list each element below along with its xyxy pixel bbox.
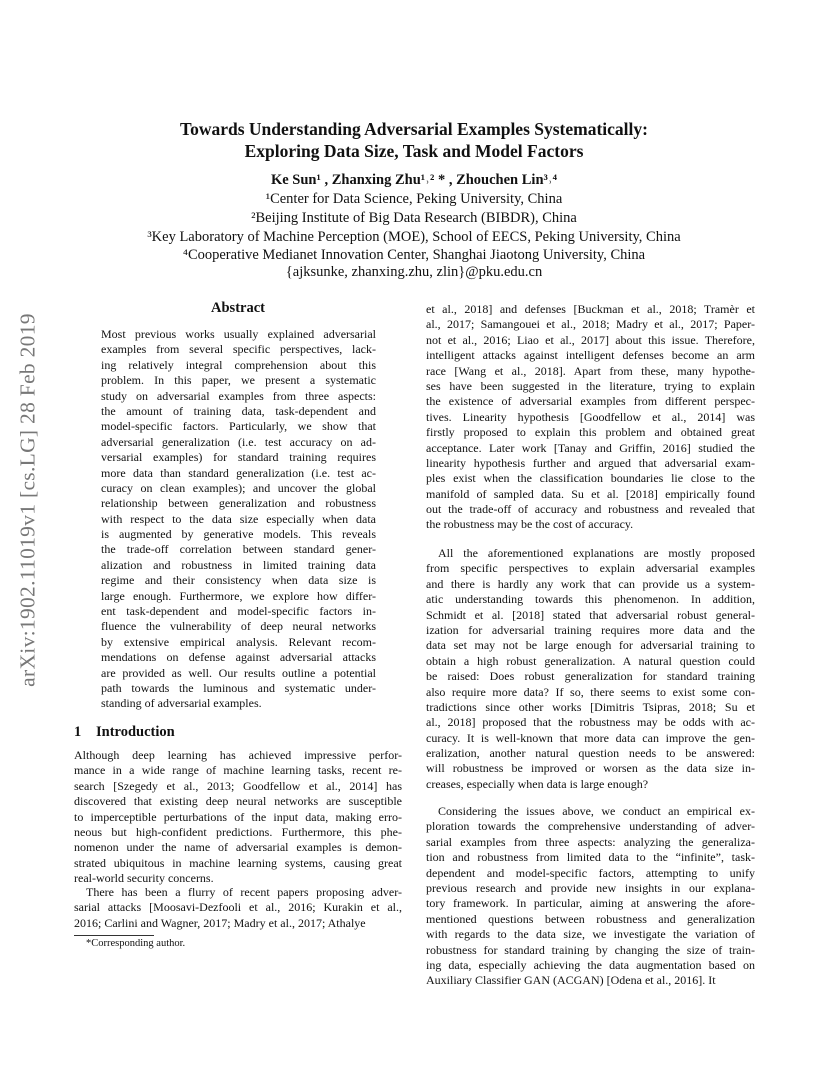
text-line: from specific perspectives to explain adversarial examples (426, 561, 755, 576)
text-line: Considering the issues above, we conduct an empirical ex- (438, 804, 755, 818)
text-line: are provided as well. Our results outline a potential (101, 665, 376, 680)
text-line: neous but high-confident predictions. Furthermore, this phe- (74, 824, 402, 839)
text-line: the trade-off correlation between standard gener- (101, 542, 376, 557)
affiliation-1: ¹Center for Data Science, Peking University, China (265, 191, 563, 207)
text-line: All the aforementioned explanations are mostly proposed (438, 546, 755, 560)
text-line: versarial examples) for standard training requires (101, 450, 376, 465)
text-line: ses have been suggested in the literature, trying to explain (426, 378, 755, 393)
text-line: relationship between generalization and robustness (101, 496, 376, 511)
text-line: ization for adversarial training requires more data and the (426, 622, 755, 637)
affiliation-3: ³Key Laboratory of Machine Perception (MOE), School of EECS, Peking University, China (147, 229, 681, 245)
text-line: study on adversarial examples from three aspects: (101, 388, 376, 403)
text-line: al., 2018] proposed that the robustness may be odds with ac- (426, 715, 755, 730)
text-line: mendations on defense against adversarial attacks (101, 650, 376, 665)
text-line: the amount of training data, task-dependent and (101, 403, 376, 418)
section-number: 1 (74, 724, 82, 740)
text-line: alization and robustness in limited training data (101, 557, 376, 572)
text-line: not et al., 2016; Liao et al., 2017] about this issue. Therefore, (426, 332, 755, 347)
text-line: al., 2017; Samangouei et al., 2018; Madry et al., 2017; Paper- (426, 317, 755, 332)
intro-paragraph-2 (74, 885, 402, 931)
text-line: Although deep learning has achieved impressive perfor- (74, 748, 402, 762)
arxiv-identifier: arXiv:1902.11019v1 [cs.LG] 28 Feb 2019 (15, 313, 40, 687)
text-line: problem. In this paper, we present a systematic (101, 373, 376, 388)
section-heading (74, 724, 175, 741)
text-line: with respect to the data size especially when data (101, 511, 376, 526)
text-line: linearity hypothesis further and argued that adversarial exam- (426, 455, 755, 470)
right-paragraph-3 (426, 804, 755, 989)
text-line: creases, especially when data is large enough? (426, 776, 649, 791)
text-line: eralization, another natural question needs to be answered: (426, 746, 755, 761)
text-line: sarial examples from three aspects: analyzing the generaliza- (426, 834, 755, 849)
text-line: to imperceptible perturbations of the input data, making erro- (74, 809, 402, 824)
text-line: regime and their consistency when data size is (101, 573, 376, 588)
arxiv-sidebar-stamp (8, 290, 48, 710)
text-line: Auxiliary Classifier GAN (ACGAN) [Odena et al., 2016]. It (426, 973, 716, 988)
text-line: mance in a wide range of machine learning tasks, recent re- (74, 763, 402, 778)
text-line: out the trade-off of accuracy and robustness and revealed that (426, 502, 755, 517)
right-paragraph-1 (426, 302, 755, 533)
text-line: standing of adversarial examples. (101, 696, 262, 711)
section-title: Introduction (96, 724, 175, 740)
text-line: curacy. It is well-known that more data can improve the gen- (426, 730, 755, 745)
text-line: ent task-dependent and model-specific factors in- (101, 604, 376, 619)
text-line: sarial attacks [Moosavi-Dezfooli et al., 2016; Kurakin et al., (74, 900, 402, 915)
text-line: et al., 2018] and defenses [Buckman et al., 2018; Tramèr et (426, 302, 755, 316)
footnote-divider (74, 935, 154, 936)
text-line: ing relatively integral comprehension about this (101, 357, 376, 372)
text-line: obtain a high robust generalization. A natural question could (426, 653, 755, 668)
text-line: firstly proposed to explain this problem and obtained great (426, 425, 755, 440)
author-emails: {ajksunke, zhanxing.zhu, zlin}@pku.edu.cn (285, 264, 543, 280)
text-line: the existence of adversarial examples from different perspec- (426, 394, 755, 409)
text-line: mentioned questions between robustness and generalization (426, 911, 755, 926)
text-line: large enough. Furthermore, we explore how differ- (101, 588, 376, 603)
text-line: more data than standard generalization (i.e. test ac- (101, 465, 376, 480)
text-line: nomenon under the name of adversarial examples is demon- (74, 840, 402, 855)
text-line: Schmidt et al. [2018] stated that adversarial robust general- (426, 607, 755, 622)
text-line: acceptance. Later work [Tanay and Griffin, 2016] studied the (426, 440, 755, 455)
text-line: with regards to the data size, we investigate the variation of (426, 927, 755, 942)
paper-title (0, 118, 828, 162)
title-line-1: Towards Understanding Adversarial Examples Systematically: (180, 119, 648, 139)
text-line: 2016; Carlini and Wagner, 2017; Madry et al., 2017; Athalye (74, 915, 366, 930)
text-line: discovered that existing deep neural networks are susceptible (74, 794, 402, 809)
text-line: by extensive empirical analysis. Relevant recom- (101, 634, 376, 649)
text-line: be raised: Does robust generalization for standard training (426, 669, 755, 684)
text-line: path towards the luminous and systematic under- (101, 680, 376, 695)
text-line: dependent and model-specific factors, attempting to unify (426, 865, 755, 880)
author-list: Ke Sun¹ , Zhanxing Zhu¹˒² * , Zhouchen Lin³˒⁴ (270, 172, 558, 188)
text-line: robustness for standard training by changing the size of train- (426, 942, 755, 957)
text-line: data set may not be large enough for adversarial training to (426, 638, 755, 653)
text-line: race [Wang et al., 2018]. Apart from these, many hypothe- (426, 363, 755, 378)
intro-paragraph-1 (74, 748, 402, 887)
text-line: tives. Linearity hypothesis [Goodfellow et al., 2014] was (426, 409, 755, 424)
text-line: strated ubiquitous in machine learning systems, causing great (74, 855, 402, 870)
text-line: manifold of sampled data. Su et al. [2018] empirically found (426, 486, 755, 501)
text-line: tory framework. In particular, aiming at answering the afore- (426, 896, 755, 911)
text-line: There has been a flurry of recent papers proposing adver- (86, 885, 402, 899)
affiliation-2: ²Beijing Institute of Big Data Research (BIBDR), China (251, 210, 577, 226)
text-line: real-world security concerns. (74, 871, 214, 886)
text-line: curacy on clean examples); and uncover the global (101, 480, 376, 495)
text-line: search [Szegedy et al., 2013; Goodfellow et al., 2014] has (74, 778, 402, 793)
title-line-2: Exploring Data Size, Task and Model Factors (244, 141, 584, 161)
right-paragraph-2 (426, 546, 755, 792)
text-line: adversarial generalization (i.e. test accuracy on ad- (101, 434, 376, 449)
footnote: *Corresponding author. (86, 938, 186, 949)
text-line: Most previous works usually explained adversarial (101, 327, 376, 341)
text-line: also require more data? If so, there seems to exist some con- (426, 684, 755, 699)
text-line: ing data, especially achieving the data augmentation based on (426, 957, 755, 972)
text-line: ples exist when the classification boundaries lie close to the (426, 471, 755, 486)
text-line: ploration towards the comprehensive understanding of adver- (426, 819, 755, 834)
text-line: previous research and provide new insights in our explana- (426, 880, 755, 895)
text-line: model-specific factors. Particularly, we show that (101, 419, 376, 434)
text-line: intelligent attacks against intelligent defenses become an arm (426, 348, 755, 363)
abstract-body (101, 327, 376, 712)
text-line: is augmented by generative models. This reveals (101, 527, 376, 542)
abstract-heading: Abstract (211, 300, 265, 316)
text-line: tradictions since other works [Dimitris Tsipras, 2018; Su et (426, 699, 755, 714)
text-line: examples from several specific perspectives, lack- (101, 342, 376, 357)
text-line: and there is hardly any work that can provide us a system- (426, 576, 755, 591)
text-line: fluence the vulnerability of deep neural networks (101, 619, 376, 634)
text-line: atic understanding towards this phenomenon. In addition, (426, 592, 755, 607)
text-line: the robustness may be the cost of accuracy. (426, 517, 634, 532)
text-line: will robustness be improved or worsen as the data size in- (426, 761, 755, 776)
affiliation-4: ⁴Cooperative Medianet Innovation Center, Shanghai Jiaotong University, China (182, 247, 646, 263)
text-line: tion and robustness from limited data to the “infinite”, task- (426, 850, 755, 865)
